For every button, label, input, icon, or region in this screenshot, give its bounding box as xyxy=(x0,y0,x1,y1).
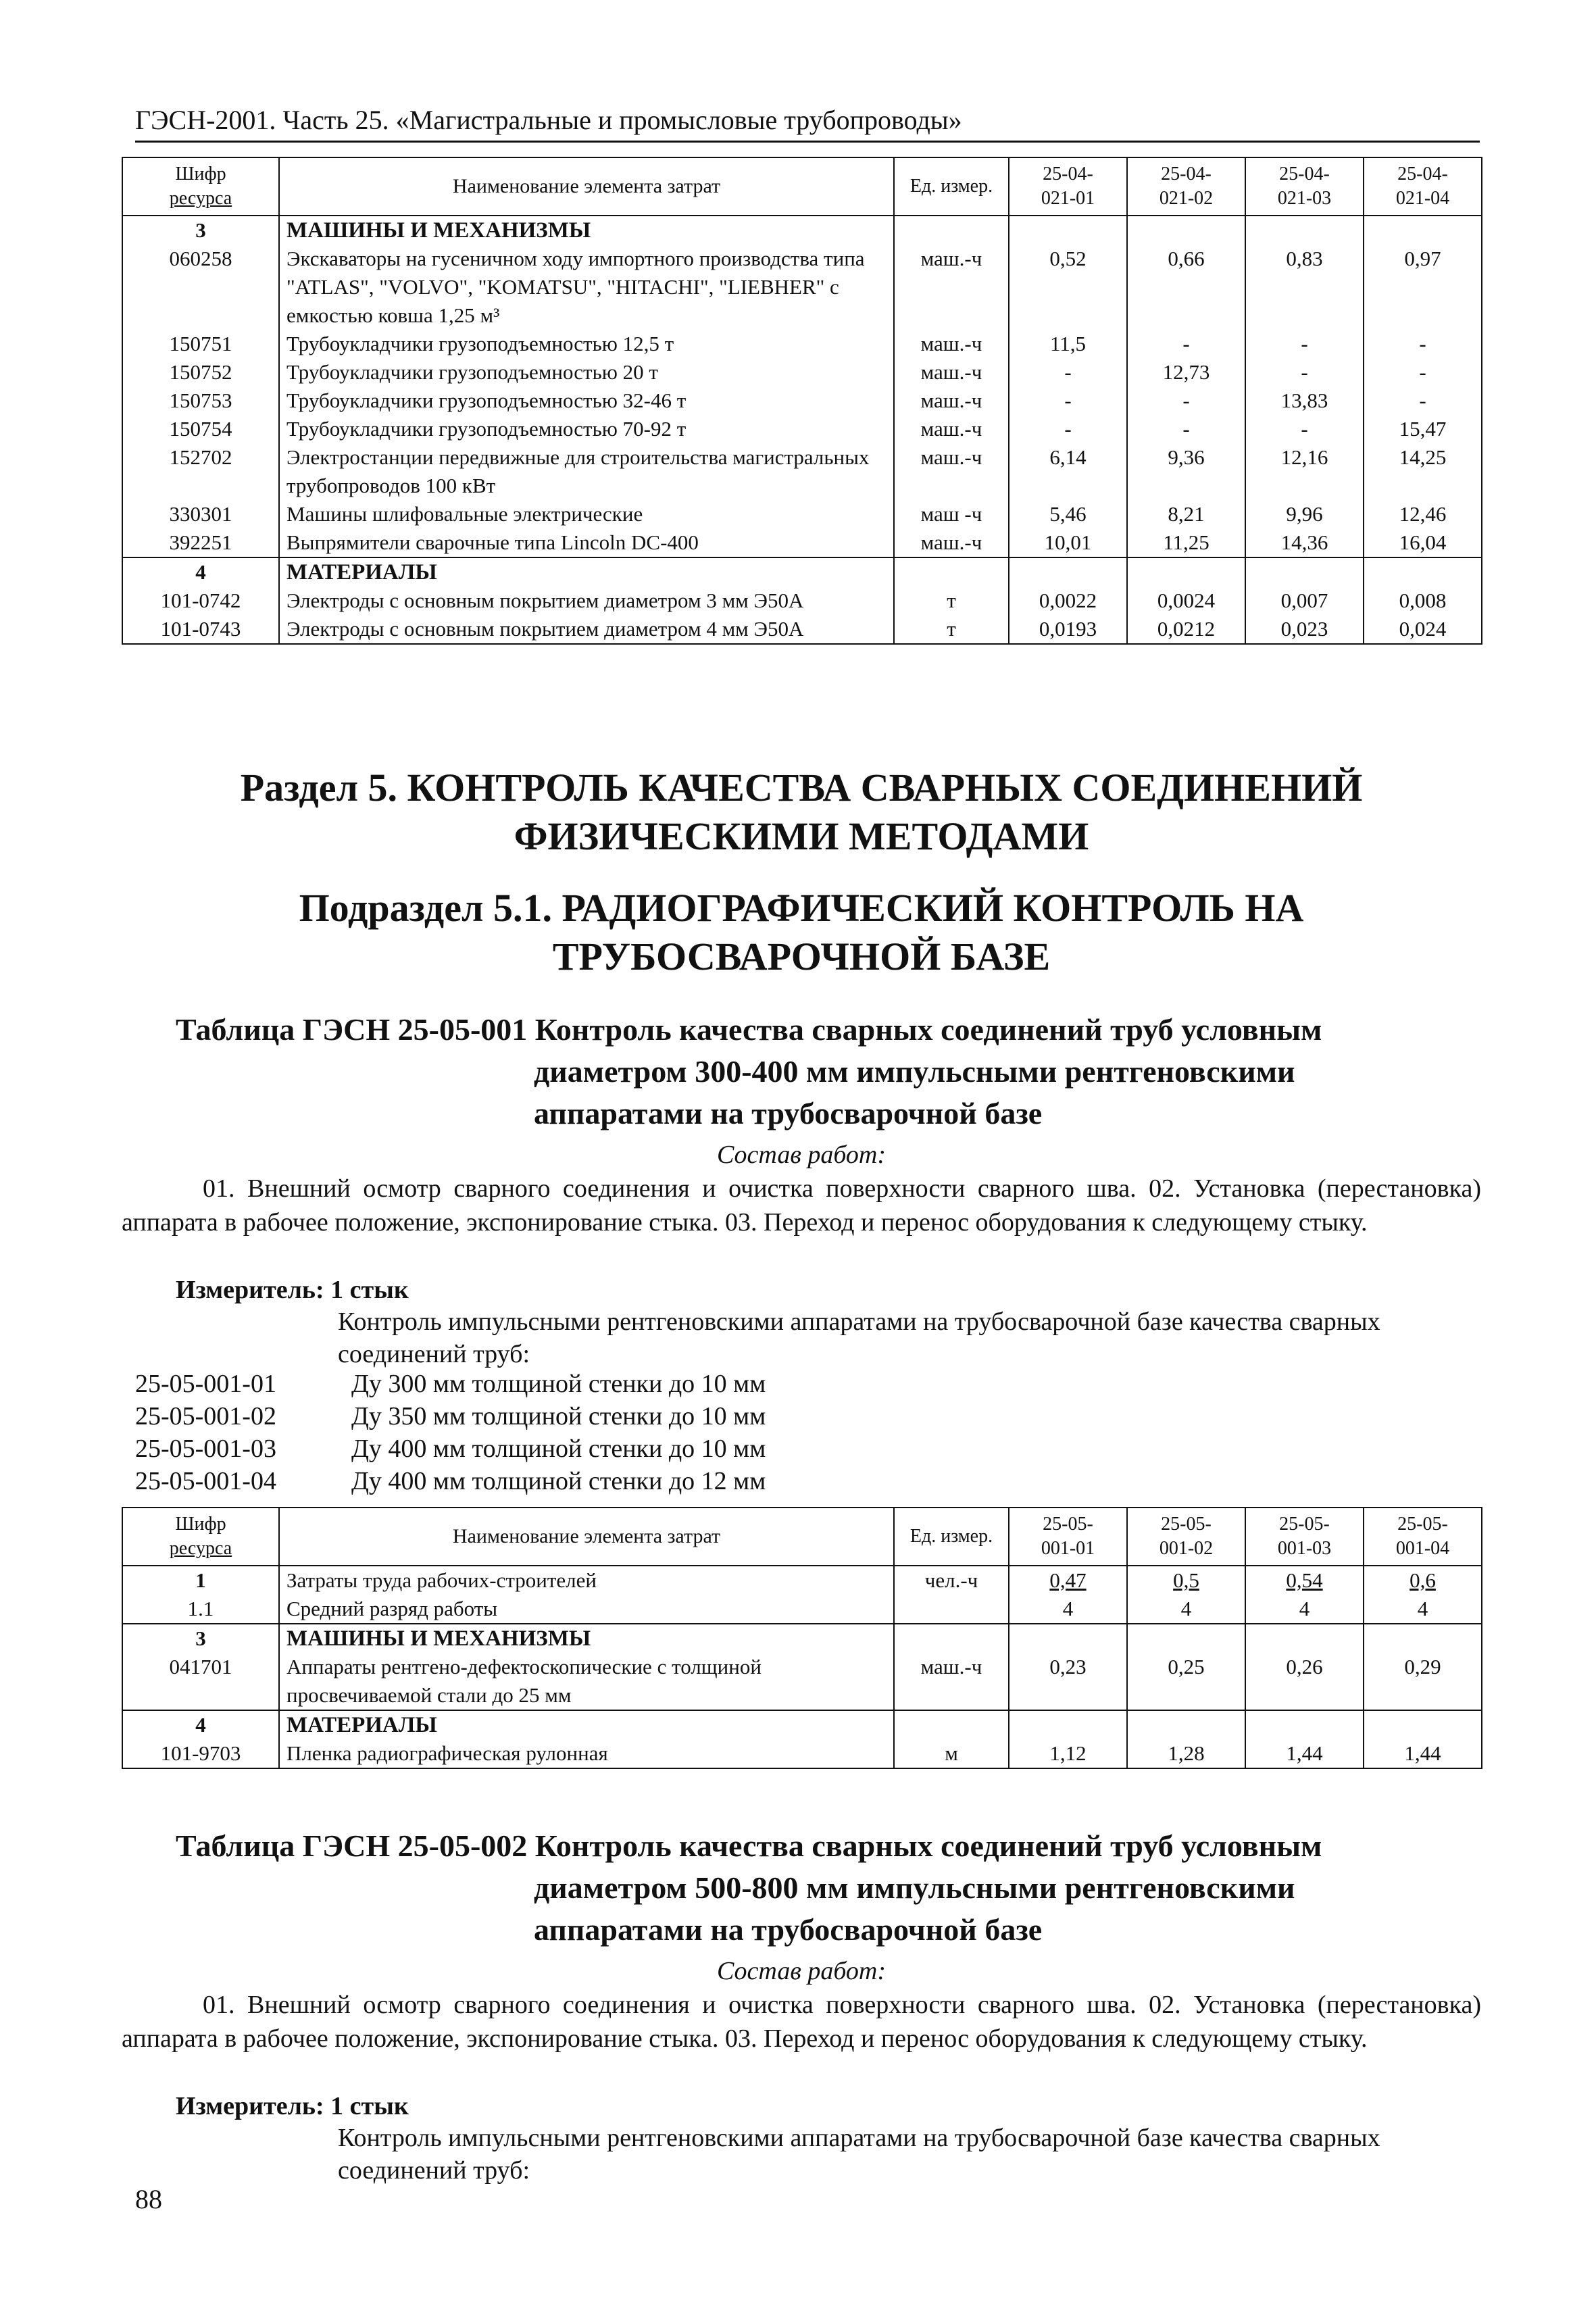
resource-value: 15,47 xyxy=(1364,415,1482,443)
resource-value: 0,66 xyxy=(1127,245,1245,330)
resource-code: 3 xyxy=(122,216,279,245)
resource-value: 10,01 xyxy=(1009,528,1127,557)
table-row xyxy=(122,1653,1482,1710)
resource-unit: маш -ч xyxy=(894,500,1009,528)
column-header-norm-line: 001-01 xyxy=(1041,1538,1095,1559)
resource-unit: маш.-ч xyxy=(894,330,1009,358)
resource-value: 0,23 xyxy=(1009,1653,1127,1710)
resource-code: 101-9703 xyxy=(122,1739,279,1768)
resource-unit: т xyxy=(894,587,1009,615)
column-header-norm-line: 001-03 xyxy=(1277,1538,1332,1559)
resource-name: Аппараты рентгено-дефектоскопические с толщиной просвечиваемой стали до 25 мм xyxy=(279,1653,894,1710)
norm-code-description: Ду 300 мм толщиной стенки до 10 мм xyxy=(351,1370,766,1398)
column-header-code-line: ресурса xyxy=(169,188,232,209)
column-header-norm-line: 25-05- xyxy=(1161,1514,1212,1535)
resource-value: - xyxy=(1364,358,1482,387)
resource-value: 0,54 xyxy=(1245,1566,1364,1595)
column-header-code xyxy=(122,157,279,216)
resource-value: 11,5 xyxy=(1009,330,1127,358)
table-row xyxy=(122,245,1482,330)
resource-unit: маш.-ч xyxy=(894,443,1009,500)
resource-value: 4 xyxy=(1245,1595,1364,1624)
norm-code-description: Ду 400 мм толщиной стенки до 12 мм xyxy=(351,1467,766,1495)
resource-value: 16,04 xyxy=(1364,528,1482,557)
column-header-name: Наименование элемента затрат xyxy=(279,1508,894,1566)
column-header-norm xyxy=(1009,1508,1127,1566)
resource-name: МАШИНЫ И МЕХАНИЗМЫ xyxy=(279,1624,894,1653)
resource-code: 392251 xyxy=(122,528,279,557)
subsection-heading xyxy=(122,884,1481,981)
resource-value: 4 xyxy=(1009,1595,1127,1624)
resource-code: 3 xyxy=(122,1624,279,1653)
table-row xyxy=(122,1566,1482,1595)
meter-label: Измеритель: 1 стык xyxy=(176,2092,409,2120)
resource-unit: маш.-ч xyxy=(894,528,1009,557)
section-heading-line: ФИЗИЧЕСКИМИ МЕТОДАМИ xyxy=(514,814,1089,858)
resource-code: 150753 xyxy=(122,387,279,415)
column-header-norm xyxy=(1364,157,1482,216)
table-title-line: диаметром 500-800 мм импульсными рентгеновскими xyxy=(534,1870,1295,1905)
table-header-row xyxy=(122,157,1482,216)
resource-value xyxy=(1245,1624,1364,1653)
resource-value: 0,6 xyxy=(1364,1566,1482,1595)
resource-value: 12,46 xyxy=(1364,500,1482,528)
column-header-unit: Ед. измер. xyxy=(894,157,1009,216)
resource-value: - xyxy=(1245,415,1364,443)
resource-code: 101-0742 xyxy=(122,587,279,615)
resource-unit: чел.-ч xyxy=(894,1566,1009,1595)
table-row xyxy=(122,615,1482,644)
resource-value: 6,14 xyxy=(1009,443,1127,500)
resource-unit: маш.-ч xyxy=(894,245,1009,330)
resource-value: 12,73 xyxy=(1127,358,1245,387)
resource-name: Выпрямители сварочные типа Lincoln DC-400 xyxy=(279,528,894,557)
resource-code: 060258 xyxy=(122,245,279,330)
column-header-norm-line: 25-04- xyxy=(1043,164,1093,184)
norm-code-row xyxy=(135,1465,1480,1497)
column-header-unit: Ед. измер. xyxy=(894,1508,1009,1566)
resource-name: Электроды с основным покрытием диаметром 3 мм Э50А xyxy=(279,587,894,615)
resource-value xyxy=(1245,557,1364,587)
resource-code: 101-0743 xyxy=(122,615,279,644)
resource-name: МАТЕРИАЛЫ xyxy=(279,557,894,587)
resource-value xyxy=(1245,1710,1364,1739)
resource-value: 1,12 xyxy=(1009,1739,1127,1768)
table-section-row xyxy=(122,1710,1482,1739)
resource-value: 0,83 xyxy=(1245,245,1364,330)
subsection-heading-line: Подраздел 5.1. РАДИОГРАФИЧЕСКИЙ КОНТРОЛЬ НА xyxy=(299,886,1304,930)
table-header-row xyxy=(122,1508,1482,1566)
column-header-norm-line: 021-03 xyxy=(1277,188,1332,209)
table-row xyxy=(122,387,1482,415)
column-header-norm-line: 001-04 xyxy=(1395,1538,1450,1559)
norm-code-description: Ду 350 мм толщиной стенки до 10 мм xyxy=(351,1402,766,1430)
section-heading xyxy=(122,764,1481,861)
column-header-code-line: Шифр xyxy=(175,1514,226,1535)
resource-value: 12,16 xyxy=(1245,443,1364,500)
resource-value: 0,0024 xyxy=(1127,587,1245,615)
table-row xyxy=(122,1739,1482,1768)
column-header-norm-line: 25-04- xyxy=(1397,164,1448,184)
table-row xyxy=(122,528,1482,557)
table-row xyxy=(122,500,1482,528)
norm-code-row xyxy=(135,1400,1480,1433)
resource-name: Электроды с основным покрытием диаметром 4 мм Э50А xyxy=(279,615,894,644)
resource-value: 13,83 xyxy=(1245,387,1364,415)
resource-unit: т xyxy=(894,615,1009,644)
table-row xyxy=(122,358,1482,387)
resource-value: - xyxy=(1245,358,1364,387)
resource-value: 9,96 xyxy=(1245,500,1364,528)
resource-code: 152702 xyxy=(122,443,279,500)
resource-value: 1,44 xyxy=(1245,1739,1364,1768)
meter-label: Измеритель: 1 стык xyxy=(176,1276,409,1304)
resource-value: - xyxy=(1364,387,1482,415)
resource-value: 14,36 xyxy=(1245,528,1364,557)
resource-value xyxy=(1009,1624,1127,1653)
resource-name: Трубоукладчики грузоподъемностью 32-46 т xyxy=(279,387,894,415)
resource-value: 0,023 xyxy=(1245,615,1364,644)
resource-name: Средний разряд работы xyxy=(279,1595,894,1624)
resource-unit: маш.-ч xyxy=(894,358,1009,387)
resource-value: - xyxy=(1009,387,1127,415)
norm-code: 25-05-001-01 xyxy=(135,1370,276,1398)
work-composition-text: 01. Внешний осмотр сварного соединения и очистка поверхности сварного шва. 02. Установка (перестановка) аппарата в рабочее положение, экспонирование стыка. 03. Переход и перенос оборудования к следующему стыку. xyxy=(122,1991,1481,2053)
resource-name: Трубоукладчики грузоподъемностью 20 т xyxy=(279,358,894,387)
table-title-line: Таблица ГЭСН 25-05-002 Контроль качества сварных соединений труб условным xyxy=(176,1828,1322,1863)
resource-name: Электростанции передвижные для строительства магистральных трубопроводов 100 кВт xyxy=(279,443,894,500)
resource-unit: м xyxy=(894,1739,1009,1768)
table-title-line: аппаратами на трубосварочной базе xyxy=(534,1912,1043,1947)
resource-unit xyxy=(894,1710,1009,1739)
resource-value: 14,25 xyxy=(1364,443,1482,500)
resource-value: 5,46 xyxy=(1009,500,1127,528)
norm-code: 25-05-001-02 xyxy=(135,1402,276,1430)
running-header: ГЭСН-2001. Часть 25. «Магистральные и промысловые трубопроводы» xyxy=(135,101,1480,143)
column-header-norm xyxy=(1127,157,1245,216)
resource-unit xyxy=(894,1595,1009,1624)
resource-value: 0,97 xyxy=(1364,245,1482,330)
norm-code-description: Ду 400 мм толщиной стенки до 10 мм xyxy=(351,1435,766,1463)
resource-unit xyxy=(894,557,1009,587)
table-intro-text: Контроль импульсными рентгеновскими аппаратами на трубосварочной базе качества сварных соединений труб: xyxy=(338,2124,1380,2185)
resource-value: - xyxy=(1127,415,1245,443)
table-section-row xyxy=(122,1624,1482,1653)
norm-code-row xyxy=(135,1368,1480,1400)
resource-value: - xyxy=(1127,330,1245,358)
table-title-line: аппаратами на трубосварочной базе xyxy=(534,1096,1043,1130)
norm-code: 25-05-001-04 xyxy=(135,1467,276,1495)
resource-code: 1 xyxy=(122,1566,279,1595)
resource-name: Машины шлифовальные электрические xyxy=(279,500,894,528)
resource-value xyxy=(1364,557,1482,587)
resource-name: МАШИНЫ И МЕХАНИЗМЫ xyxy=(279,216,894,245)
column-header-norm-line: 25-05- xyxy=(1043,1514,1093,1535)
resource-value: 0,5 xyxy=(1127,1566,1245,1595)
column-header-norm xyxy=(1245,1508,1364,1566)
column-header-norm-line: 25-05- xyxy=(1279,1514,1330,1535)
resource-value: - xyxy=(1009,358,1127,387)
resource-value: 8,21 xyxy=(1127,500,1245,528)
column-header-norm-line: 25-04- xyxy=(1279,164,1330,184)
resource-value: 0,0022 xyxy=(1009,587,1127,615)
resource-unit: маш.-ч xyxy=(894,1653,1009,1710)
work-composition-label: Состав работ: xyxy=(716,1141,887,1169)
column-header-norm xyxy=(1127,1508,1245,1566)
table-title-line: диаметром 300-400 мм импульсными рентгеновскими xyxy=(534,1054,1295,1089)
resource-value: - xyxy=(1127,387,1245,415)
resource-value: 0,47 xyxy=(1009,1566,1127,1595)
resource-code: 1.1 xyxy=(122,1595,279,1624)
resource-name: Экскаваторы на гусеничном ходу импортного производства типа "ATLAS", "VOLVO", "KOMATSU", "HITACHI", "LIEBHER" с емкостью ковша 1,25 м³ xyxy=(279,245,894,330)
resource-value xyxy=(1127,216,1245,245)
resource-value: 0,26 xyxy=(1245,1653,1364,1710)
table-title-line: Таблица ГЭСН 25-05-001 Контроль качества сварных соединений труб условным xyxy=(176,1012,1322,1047)
resource-value xyxy=(1364,216,1482,245)
resource-unit: маш.-ч xyxy=(894,387,1009,415)
table-row xyxy=(122,1595,1482,1624)
resource-value xyxy=(1364,1624,1482,1653)
norm-code: 25-05-001-03 xyxy=(135,1435,276,1463)
resource-value xyxy=(1245,216,1364,245)
table-section-row xyxy=(122,216,1482,245)
resource-value: 0,008 xyxy=(1364,587,1482,615)
column-header-norm-line: 25-04- xyxy=(1161,164,1212,184)
column-header-code-line: ресурса xyxy=(169,1538,232,1559)
resource-unit: маш.-ч xyxy=(894,415,1009,443)
resource-code: 041701 xyxy=(122,1653,279,1710)
column-header-norm-line: 021-04 xyxy=(1395,188,1450,209)
resource-unit xyxy=(894,1624,1009,1653)
resource-value: 9,36 xyxy=(1127,443,1245,500)
resource-value xyxy=(1127,1710,1245,1739)
resource-value xyxy=(1009,557,1127,587)
resource-code: 330301 xyxy=(122,500,279,528)
table-row xyxy=(122,415,1482,443)
resource-value: 0,0193 xyxy=(1009,615,1127,644)
work-composition-text: 01. Внешний осмотр сварного соединения и очистка поверхности сварного шва. 02. Установка (перестановка) аппарата в рабочее положение, экспонирование стыка. 03. Переход и перенос оборудования к следующему стыку. xyxy=(122,1174,1481,1237)
resource-value: 0,25 xyxy=(1127,1653,1245,1710)
resource-code: 150752 xyxy=(122,358,279,387)
resource-value xyxy=(1009,216,1127,245)
column-header-norm xyxy=(1009,157,1127,216)
table-row xyxy=(122,443,1482,500)
resource-value xyxy=(1127,557,1245,587)
resource-table-25-04-021 xyxy=(122,157,1482,645)
resource-value: 0,007 xyxy=(1245,587,1364,615)
resource-code: 4 xyxy=(122,557,279,587)
resource-code: 150754 xyxy=(122,415,279,443)
column-header-norm-line: 021-01 xyxy=(1041,188,1095,209)
column-header-code-line: Шифр xyxy=(175,164,226,184)
column-header-code xyxy=(122,1508,279,1566)
resource-value xyxy=(1364,1710,1482,1739)
resource-value xyxy=(1009,1710,1127,1739)
subsection-heading-line: ТРУБОСВАРОЧНОЙ БАЗЕ xyxy=(552,935,1051,978)
table-section-row xyxy=(122,557,1482,587)
column-header-name: Наименование элемента затрат xyxy=(279,157,894,216)
norm-code-list xyxy=(135,1368,1480,1497)
norm-code-row xyxy=(135,1433,1480,1465)
resource-value: 0,29 xyxy=(1364,1653,1482,1710)
resource-value: 1,28 xyxy=(1127,1739,1245,1768)
resource-value: 4 xyxy=(1364,1595,1482,1624)
resource-value: - xyxy=(1009,415,1127,443)
resource-name: Трубоукладчики грузоподъемностью 70-92 т xyxy=(279,415,894,443)
column-header-norm xyxy=(1364,1508,1482,1566)
resource-code: 150751 xyxy=(122,330,279,358)
table-row xyxy=(122,587,1482,615)
resource-name: МАТЕРИАЛЫ xyxy=(279,1710,894,1739)
resource-name: Трубоукладчики грузоподъемностью 12,5 т xyxy=(279,330,894,358)
resource-table-25-05-001 xyxy=(122,1507,1482,1769)
resource-value: - xyxy=(1364,330,1482,358)
resource-value xyxy=(1127,1624,1245,1653)
section-heading-line: Раздел 5. КОНТРОЛЬ КАЧЕСТВА СВАРНЫХ СОЕДИНЕНИЙ xyxy=(240,766,1363,810)
column-header-norm-line: 001-02 xyxy=(1159,1538,1214,1559)
resource-code: 4 xyxy=(122,1710,279,1739)
work-composition-label: Состав работ: xyxy=(716,1957,887,1985)
resource-value: 4 xyxy=(1127,1595,1245,1624)
table-intro-text: Контроль импульсными рентгеновскими аппаратами на трубосварочной базе качества сварных соединений труб: xyxy=(338,1308,1380,1368)
resource-value: 0,024 xyxy=(1364,615,1482,644)
resource-value: 0,0212 xyxy=(1127,615,1245,644)
resource-value: - xyxy=(1245,330,1364,358)
resource-unit xyxy=(894,216,1009,245)
page-number: 88 xyxy=(135,2184,162,2214)
column-header-norm-line: 021-02 xyxy=(1159,188,1214,209)
resource-value: 1,44 xyxy=(1364,1739,1482,1768)
column-header-norm-line: 25-05- xyxy=(1397,1514,1448,1535)
table-row xyxy=(122,330,1482,358)
resource-value: 0,52 xyxy=(1009,245,1127,330)
resource-value: 11,25 xyxy=(1127,528,1245,557)
resource-name: Затраты труда рабочих-строителей xyxy=(279,1566,894,1595)
resource-name: Пленка радиографическая рулонная xyxy=(279,1739,894,1768)
column-header-norm xyxy=(1245,157,1364,216)
